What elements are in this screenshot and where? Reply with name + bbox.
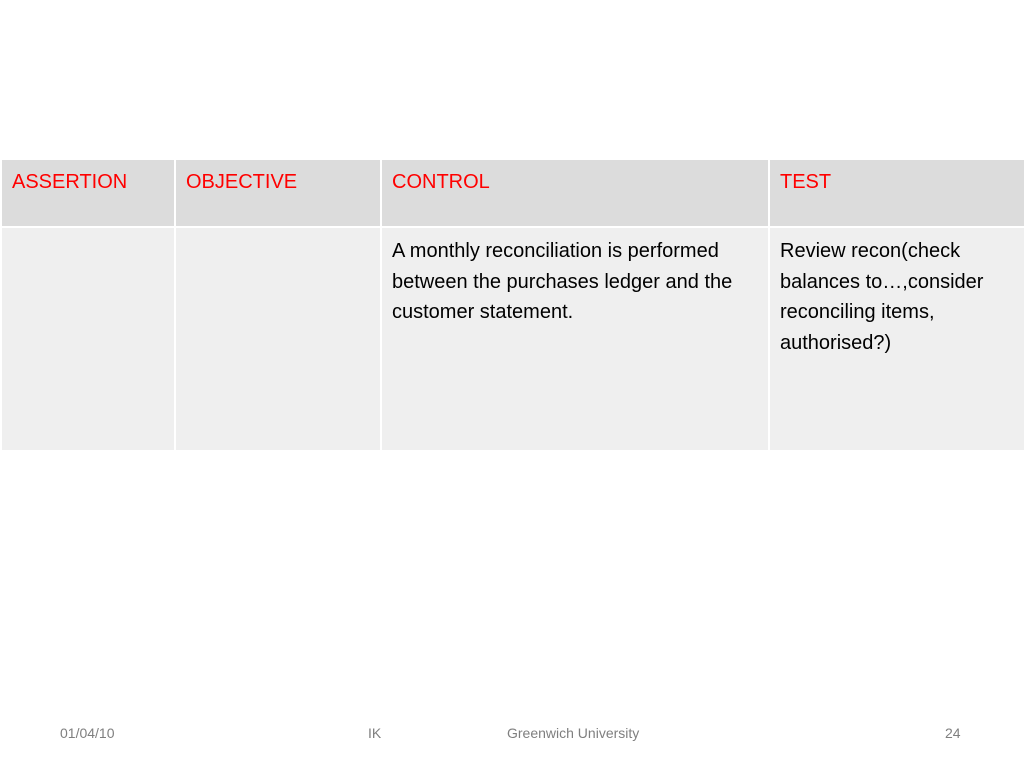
audit-controls-table xyxy=(0,158,1024,452)
footer-organization: Greenwich University xyxy=(507,725,640,741)
table-row xyxy=(1,227,1024,451)
cell-test: Review recon(check balances to…,consider reconciling items, authorised?) xyxy=(769,227,1024,451)
footer-author: IK xyxy=(368,725,382,741)
footer-date: 01/04/10 xyxy=(60,725,115,741)
table-header-row xyxy=(1,159,1024,227)
header-assertion: ASSERTION xyxy=(1,159,175,227)
cell-objective xyxy=(175,227,381,451)
header-objective: OBJECTIVE xyxy=(175,159,381,227)
cell-control: A monthly reconciliation is performed between the purchases ledger and the customer statement. xyxy=(381,227,769,451)
header-control: CONTROL xyxy=(381,159,769,227)
header-test: TEST xyxy=(769,159,1024,227)
cell-assertion xyxy=(1,227,175,451)
footer-page-number: 24 xyxy=(945,725,961,741)
